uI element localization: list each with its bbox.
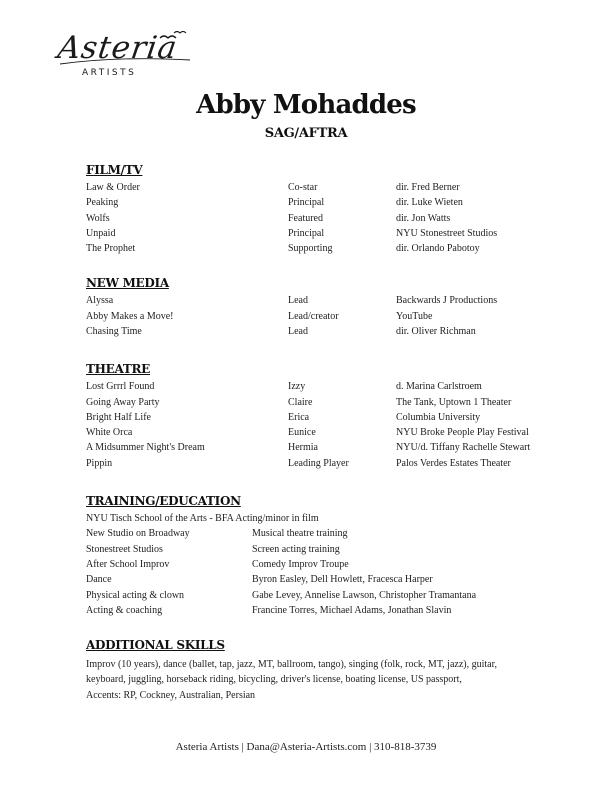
credit-title: Chasing Time: [86, 326, 142, 337]
training-degree: NYU Tisch School of the Arts - BFA Acting/minor in film: [86, 513, 319, 524]
logo-sub-text: ARTISTS: [82, 68, 137, 78]
credit-role: Leading Player: [288, 458, 349, 469]
credit-title: Peaking: [86, 197, 119, 208]
training-row: [0, 574, 612, 589]
film-tv-row: [0, 197, 612, 212]
credit-role: Principal: [288, 197, 325, 208]
training-row: [0, 590, 612, 605]
actor-name: Abby Mohaddes: [196, 90, 416, 120]
training-detail: Musical theatre training: [252, 528, 348, 539]
credit-role: Featured: [288, 213, 323, 224]
section-title-film-tv: FILM/TV: [86, 163, 143, 177]
section-title-theatre: THEATRE: [86, 362, 151, 376]
credit-role: Lead: [288, 326, 308, 337]
credit-role: Hermia: [288, 442, 318, 453]
credit-director: NYU Broke People Play Festival: [396, 427, 529, 438]
training-detail: Byron Easley, Dell Howlett, Fracesca Harper: [252, 574, 433, 585]
credit-director: dir. Luke Wieten: [396, 197, 463, 208]
credit-title: Abby Makes a Move!: [86, 311, 174, 322]
skills-text: [86, 657, 556, 703]
credit-title: Unpaid: [86, 228, 116, 239]
training-school: Dance: [86, 574, 112, 585]
section-title-new-media: NEW MEDIA: [86, 276, 169, 290]
film-tv-row: [0, 213, 612, 228]
new-media-row: [0, 311, 612, 326]
training-row: [0, 605, 612, 620]
agency-logo: [56, 30, 196, 80]
theatre-row: [0, 427, 612, 442]
credit-role: Erica: [288, 412, 310, 423]
credit-director: dir. Oliver Richman: [396, 326, 476, 337]
credit-title: Alyssa: [86, 295, 114, 306]
credit-title: Bright Half Life: [86, 412, 151, 423]
training-detail: Gabe Levey, Annelise Lawson, Christopher Tramantana: [252, 590, 477, 601]
credit-director: dir. Orlando Pabotoy: [396, 243, 480, 254]
credit-director: dir. Jon Watts: [396, 213, 451, 224]
skills-line: keyboard, juggling, horseback riding, bicycling, driver's license, boating license, US passport,: [86, 674, 462, 686]
credit-director: NYU Stonestreet Studios: [396, 228, 498, 239]
credit-role: Eunice: [288, 427, 316, 438]
film-tv-row: [0, 228, 612, 243]
credit-role: Claire: [288, 397, 313, 408]
credit-role: Supporting: [288, 243, 333, 254]
credit-title: Pippin: [86, 458, 113, 469]
credit-director: Columbia University: [396, 412, 481, 423]
skills-line: Accents: RP, Cockney, Australian, Persian: [86, 689, 256, 701]
credit-director: dir. Fred Berner: [396, 182, 460, 193]
theatre-row: [0, 381, 612, 396]
credit-role: Lead/creator: [288, 311, 339, 322]
training-school: Stonestreet Studios: [86, 544, 163, 555]
credit-role: Principal: [288, 228, 325, 239]
credit-title: Going Away Party: [86, 397, 160, 408]
credit-title: Wolfs: [86, 213, 110, 224]
credit-role: Co-star: [288, 182, 318, 193]
skills-line: Improv (10 years), dance (ballet, tap, jazz, MT, ballroom, tango), singing (folk, rock, MT, jazz), guitar,: [86, 659, 498, 670]
new-media-row: [0, 326, 612, 341]
section-title-training: TRAINING/EDUCATION: [86, 494, 241, 508]
section-title-skills: ADDITIONAL SKILLS: [86, 638, 225, 652]
credit-director: NYU/d. Tiffany Rachelle Stewart: [396, 442, 531, 453]
training-row: [0, 528, 612, 543]
training-school: New Studio on Broadway: [86, 528, 190, 539]
credit-title: The Prophet: [86, 243, 136, 254]
training-row: [0, 544, 612, 559]
contact-footer: Asteria Artists | Dana@Asteria-Artists.com | 310-818-3739: [175, 741, 437, 753]
new-media-row: [0, 295, 612, 310]
theatre-row: [0, 412, 612, 427]
credit-title: White Orca: [86, 427, 133, 438]
training-school: Physical acting & clown: [86, 590, 185, 601]
credit-role: Izzy: [288, 381, 306, 392]
credit-title: Law & Order: [86, 182, 140, 193]
film-tv-row: [0, 243, 612, 258]
credit-title: A Midsummer Night's Dream: [86, 442, 205, 453]
credit-director: d. Marina Carlstroem: [396, 381, 482, 392]
logo-script-text: Asteria: [55, 30, 180, 66]
credit-director: YouTube: [396, 311, 433, 322]
training-detail: Francine Torres, Michael Adams, Jonathan Slavin: [252, 605, 452, 616]
credit-director: Palos Verdes Estates Theater: [396, 458, 511, 469]
training-detail: Screen acting training: [252, 544, 340, 555]
training-school: Acting & coaching: [86, 605, 163, 616]
credit-role: Lead: [288, 295, 308, 306]
credit-title: Lost Grrrl Found: [86, 381, 155, 392]
theatre-row: [0, 442, 612, 457]
training-row: [0, 559, 612, 574]
union-affiliation: SAG/AFTRA: [264, 126, 348, 141]
training-school: After School Improv: [86, 559, 170, 570]
training-detail: Comedy Improv Troupe: [252, 559, 349, 570]
theatre-row: [0, 458, 612, 473]
credit-director: Backwards J Productions: [396, 295, 498, 306]
credit-director: The Tank, Uptown 1 Theater: [396, 397, 512, 408]
theatre-row: [0, 397, 612, 412]
film-tv-row: [0, 182, 612, 197]
